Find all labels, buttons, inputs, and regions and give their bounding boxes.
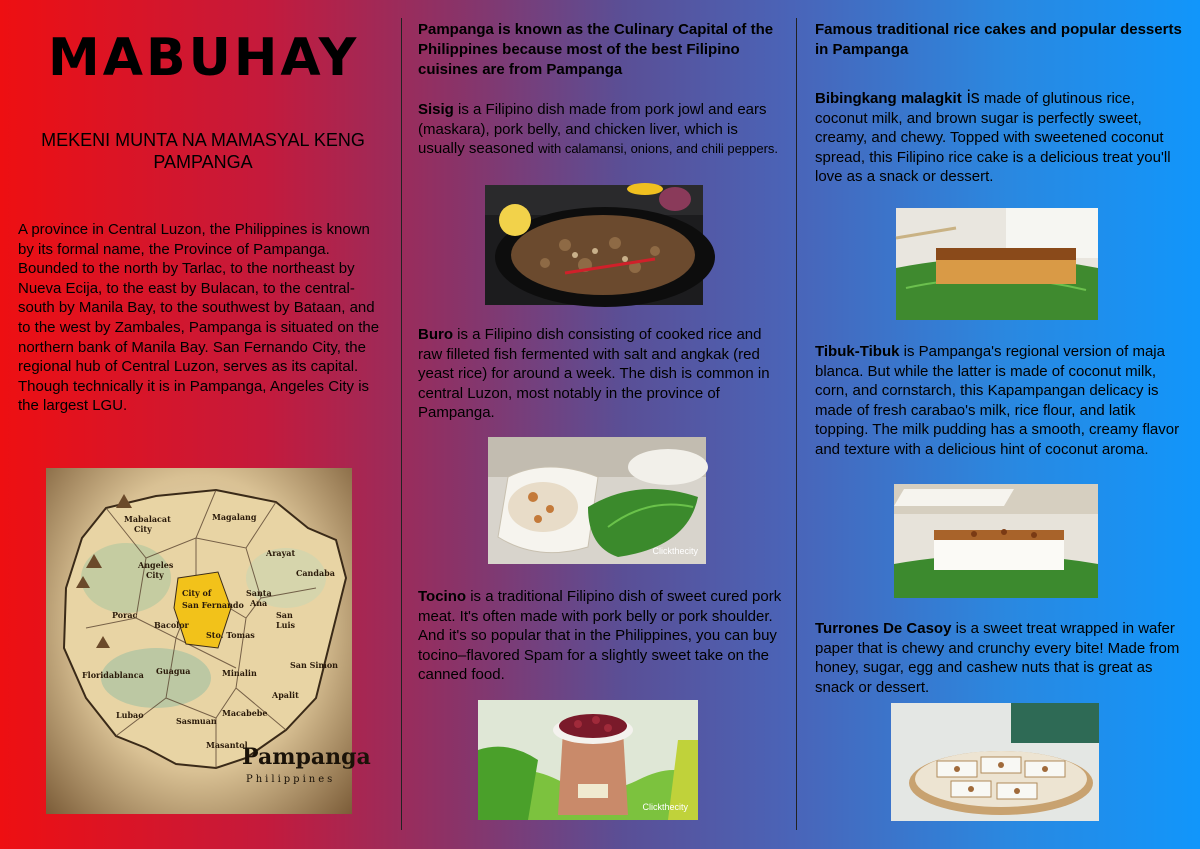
tibuk-paragraph [815,342,1187,459]
bibingka-name: Bibingkang malagkit [815,90,962,107]
mabuhay-title: MABUHAY [48,28,360,88]
tocino-paragraph [418,587,788,685]
turrones-photo [891,703,1099,821]
sisig-name: Sisig [418,101,454,118]
sisig-photo [485,185,703,305]
column-divider-left [401,18,402,830]
svg-text:Minalin: Minalin [222,668,257,678]
svg-text:Bacolor: Bacolor [154,620,189,630]
svg-text:Arayat: Arayat [266,548,296,558]
sisig-text: is a Filipino dish made from pork jowl and ears (maskara), pork belly, and chicken liver, which is usually seasoned [418,101,767,157]
svg-text:Porac: Porac [112,610,138,620]
bibingka-connector: is [961,87,980,107]
svg-text:San Fernando: San Fernando [182,600,244,610]
sisig-paragraph [418,100,788,159]
bibingka-paragraph [815,88,1187,187]
subtitle: MEKENI MUNTA NA MAMASYAL KENG PAMPANGA [41,130,365,172]
svg-text:San: San [276,610,293,620]
tibuk-name: Tibuk-Tibuk [815,343,900,360]
buro-name: Buro [418,326,453,343]
svg-text:Candaba: Candaba [296,568,335,578]
svg-text:Apalit: Apalit [272,690,299,700]
turrones-text: is a sweet treat wrapped in wafer paper that is chewy and crunchy every bite! Made from honey, sugar, egg and cashew nuts that is great as snack or dessert. [815,620,1180,696]
culinary-heading: Pampanga is known as the Culinary Capital of the Philippines because most of the best Filipino cuisines are from Pampanga [418,21,774,78]
svg-text:San Simon: San Simon [290,660,338,670]
svg-text:Macabebe: Macabebe [222,708,268,718]
turrones-name: Turrones De Casoy [815,620,952,637]
intro-paragraph: A province in Central Luzon, the Philippines is known by its formal name, the Province of Pampanga. Bounded to the north by Tarlac, to the northeast by Nueva Ecija, to the east by Bulacan, to the central-south by Manila Bay, to the southwest by Bataan, and to the west by Zambales, Pampanga is situated on the northern bank of Manila Bay. San Fernando City, the regional hub of Central Luzon, serves as its capital. Though technically it is in Pampanga, Angeles City is the largest LGU. [18,221,380,415]
turrones-paragraph [815,619,1187,697]
tocino-name: Tocino [418,588,467,605]
buro-watermark: Clickthecity [652,546,698,556]
tibuk-text: is Pampanga's regional version of maja blanca. But while the latter is made of coconut milk, corn, and cornstarch, this Kapampangan delicacy is made of fresh carabao's milk, rice flour, and latik topping. The milk pudding has a smooth, creamy flavor and texture with a delicious hint of coconut aroma. [815,343,1180,458]
svg-text:Lubao: Lubao [116,710,144,720]
svg-text:Luis: Luis [276,620,295,630]
bibingka-text: made of glutinous rice, coconut milk, and brown sugar is perfectly sweet, creamy, and chewy. Topped with sweetened coconut spread, this Filipino rice cake is a delicious treat you'll love as a snack or dessert. [815,90,1171,185]
svg-text:Magalang: Magalang [212,512,257,522]
buro-photo [488,437,706,564]
svg-text:City: City [146,570,164,580]
map-subtitle: Philippines [246,774,336,785]
svg-text:Mabalacat: Mabalacat [124,514,171,524]
svg-text:City of: City of [182,588,212,598]
svg-text:Santa: Santa [246,588,272,598]
buro-text: is a Filipino dish consisting of cooked rice and raw filleted fish fermented with salt and angkak (red yeast rice) for around a week. The dish is common in central Luzon, most notably in the province of Pampanga. [418,326,770,421]
tibuk-tibuk-photo [894,484,1098,598]
pampanga-map-image [46,468,371,814]
desserts-heading: Famous traditional rice cakes and popular desserts in Pampanga [815,21,1182,58]
tocino-text: is a traditional Filipino dish of sweet cured pork meat. It's often made with pork belly or pork shoulder. And it's so popular that in the Philippines, you can buy tocino–flavored Spam for a slightly sweet take on the canned food. [418,588,782,683]
svg-text:Sasmuan: Sasmuan [176,716,217,726]
svg-text:Sto. Tomas: Sto. Tomas [206,630,255,640]
svg-text:Masantol: Masantol [206,740,248,750]
svg-text:Ana: Ana [250,598,268,608]
sisig-text-small: with calamansi, onions, and chili peppers. [538,141,779,156]
tocino-watermark: Clickthecity [642,802,688,812]
buro-paragraph [418,325,788,423]
map-title: Pampanga [242,744,371,770]
svg-text:Angeles: Angeles [138,560,174,570]
svg-text:City: City [134,524,152,534]
bibingka-photo [896,208,1098,320]
svg-text:Floridablanca: Floridablanca [82,670,144,680]
svg-text:Guagua: Guagua [156,666,191,676]
tocino-photo [478,700,698,820]
column-divider-right [796,18,797,830]
